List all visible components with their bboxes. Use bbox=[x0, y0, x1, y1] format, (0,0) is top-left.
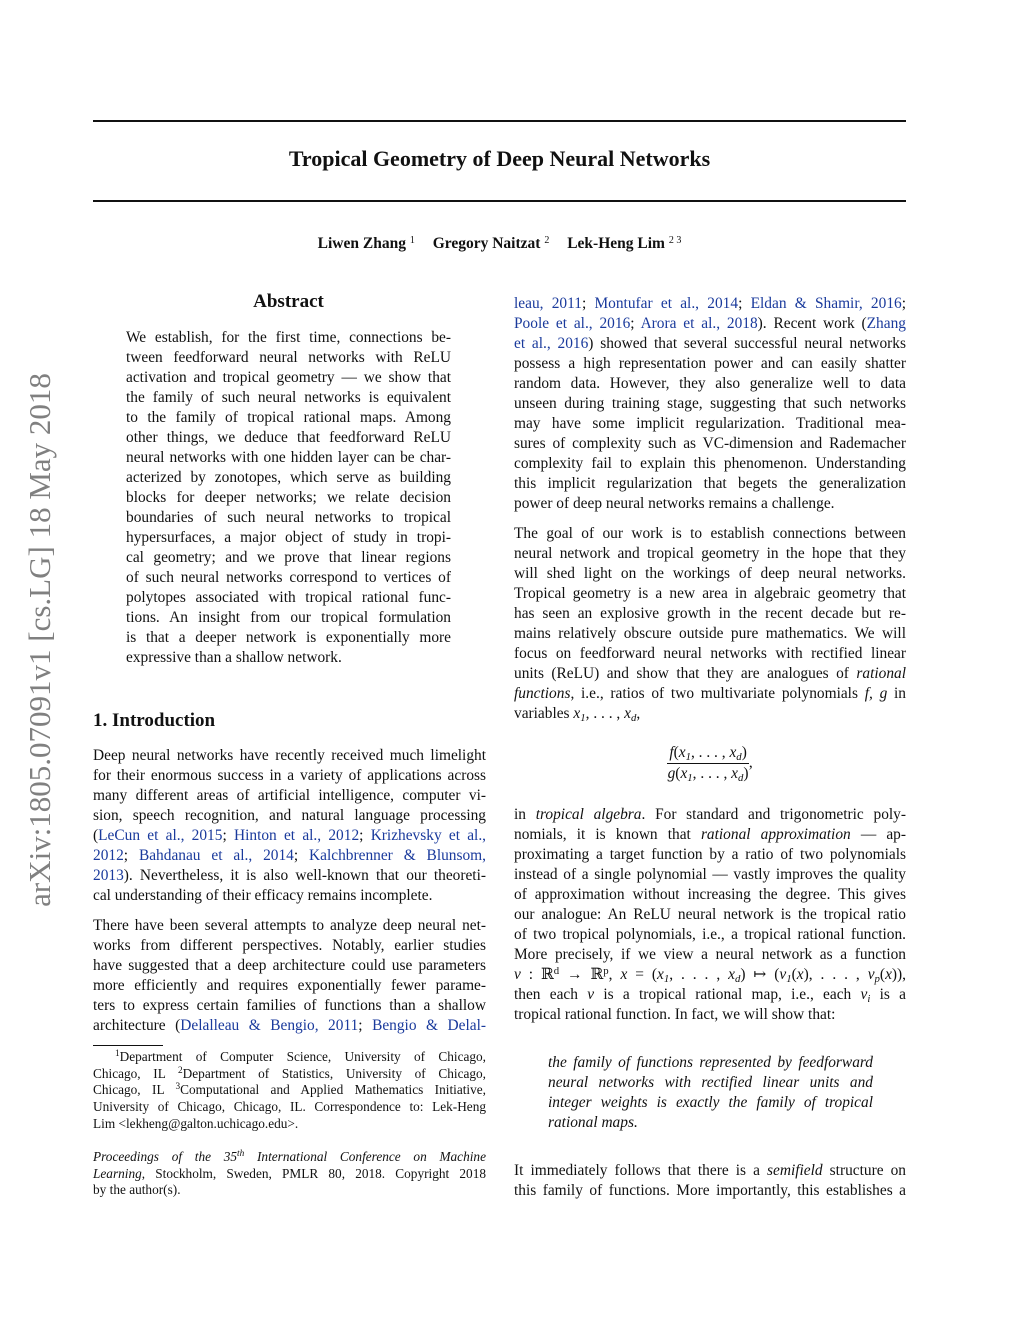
paper-title: Tropical Geometry of Deep Neural Networks bbox=[288, 146, 711, 171]
inline-text: Learning bbox=[93, 1165, 142, 1181]
author-list bbox=[93, 235, 906, 253]
text-line: cal understanding of their efficacy remains incomplete. bbox=[93, 887, 433, 904]
text-line: random data. However, they also generalize well to data bbox=[514, 375, 906, 392]
citation-link[interactable]: Bengio & Delal- bbox=[372, 1017, 486, 1034]
intro-paragraph bbox=[514, 294, 906, 514]
citation-link[interactable]: Montufar et al., 2014 bbox=[594, 295, 739, 312]
text-line: our analogue: An ReLU neural network is the tropical ratio bbox=[514, 906, 906, 923]
text-line: mains relatively obscure outside pure mathematics. We will bbox=[514, 625, 906, 642]
inline-text: Proceedings of the bbox=[93, 1149, 224, 1164]
inline-text: tropical algebra bbox=[535, 806, 642, 823]
text-line: ters to express certain families of functions than a shallow bbox=[93, 997, 486, 1014]
text-line: is that a deeper network is exponentially more bbox=[126, 629, 451, 646]
text-line: $^1$Department of Computer Science, University of Chicago, bbox=[115, 1049, 486, 1064]
inline-text: $\nu_1$ bbox=[779, 966, 792, 985]
citation-link[interactable]: Krizhevsky et al., bbox=[370, 827, 487, 844]
text-line: sures of complexity such as VC-dimension and Rademacher bbox=[514, 435, 906, 452]
text-line: complexity fail to explain this phenomenon. Understanding bbox=[514, 455, 906, 472]
text-line: integer weights is exactly the family of tropical bbox=[548, 1094, 873, 1111]
arxiv-stamp: arXiv:1805.07091v1 [cs.LG] 18 May 2018 bbox=[22, 373, 57, 907]
text-line: focus on feedforward neural networks with rectified linear bbox=[514, 645, 906, 662]
text-line: Tropical geometry is a new area in algebraic geometry that bbox=[514, 585, 906, 602]
text-line: University of Chicago, Chicago, IL. Correspondence to: Lek-Heng bbox=[93, 1099, 486, 1115]
text-line: activation and tropical geometry — we show that bbox=[126, 369, 451, 386]
text-line: The goal of our work is to establish connections between bbox=[514, 525, 906, 542]
text-line: et al., 2016) showed that several successful neural networks bbox=[514, 335, 906, 352]
inline-text: x bbox=[620, 966, 628, 983]
citation-link[interactable]: Bahdanau et al., 2014 bbox=[138, 847, 294, 864]
text-line: Chicago, IL $^2$Department of Statistics, University of Chicago, bbox=[93, 1065, 486, 1081]
highlighted-claim bbox=[548, 1053, 873, 1133]
citation-link[interactable]: LeCun et al., 2015 bbox=[98, 827, 223, 844]
text-line: to the family of tropical rational maps. Among bbox=[126, 409, 451, 426]
inline-text: 35th bbox=[223, 1149, 245, 1164]
text-line: More precisely, if we view a neural network as a function bbox=[514, 946, 906, 963]
text-line: other things, we deduce that feedforward ReLU bbox=[126, 429, 451, 446]
text-line: neural networks with one hidden layer can be char- bbox=[126, 449, 451, 466]
citation-link[interactable]: Kalchbrenner & Blunsom, bbox=[309, 847, 486, 864]
rational-function-equation bbox=[514, 744, 906, 783]
text-line: Learning, Stockholm, Sweden, PMLR 80, 2018. Copyright 2018 bbox=[93, 1165, 486, 1181]
intro-paragraph bbox=[93, 746, 486, 906]
citation-link[interactable]: Delalleau & Bengio, 2011 bbox=[180, 1017, 359, 1034]
inline-text: p bbox=[603, 965, 609, 977]
title-bottom-rule bbox=[93, 200, 906, 202]
fraction bbox=[667, 744, 749, 783]
text-line: by the author(s). bbox=[93, 1182, 181, 1198]
intro-paragraph bbox=[514, 524, 906, 724]
equation-numerator: $f(x_1$, . . . , $x_d$) bbox=[669, 744, 747, 763]
text-line: Deep neural networks have recently received much limelight bbox=[93, 747, 486, 764]
text-line: this implicit regularization that begets the generalization bbox=[514, 475, 906, 492]
inline-text: ν bbox=[587, 986, 595, 1003]
inline-text: $x_1$ bbox=[680, 765, 693, 784]
citation-link[interactable]: leau, 2011 bbox=[514, 295, 582, 312]
text-line: (LeCun et al., 2015; Hinton et al., 2012; Krizhevsky et al., bbox=[93, 827, 487, 844]
abstract-heading: Abstract bbox=[253, 291, 324, 312]
inline-text: x bbox=[885, 966, 892, 983]
inline-text: International Conference on Machine bbox=[244, 1149, 486, 1164]
text-line: functions, i.e., ratios of two multivariate polynomials f, g in bbox=[514, 685, 906, 702]
text-line: leau, 2011; Montufar et al., 2014; Eldan & Shamir, 2016; bbox=[514, 295, 906, 312]
footnote-affiliations bbox=[93, 1049, 486, 1132]
equation-denominator: $g(x_1$, . . . , $x_d$) bbox=[667, 765, 749, 784]
text-line: 2012; Bahdanau et al., 2014; Kalchbrenner & Blunsom, bbox=[93, 847, 486, 864]
text-line: polytopes associated with tropical rational func- bbox=[126, 589, 451, 606]
text-line: expressive than a shallow network. bbox=[126, 649, 342, 666]
inline-text: $x_1$ bbox=[573, 705, 586, 724]
inline-text: 2 bbox=[178, 1065, 183, 1076]
author-name: Liwen Zhang bbox=[317, 235, 406, 252]
text-line: units (ReLU) and show that they are analogues of rational bbox=[514, 665, 906, 682]
text-line: many different areas of artificial intelligence, computer vi- bbox=[93, 787, 486, 804]
inline-text: 1 bbox=[115, 1049, 120, 1059]
text-line: tween feedforward neural networks with ReLU bbox=[126, 349, 451, 366]
citation-link[interactable]: Poole et al., 2016 bbox=[514, 315, 631, 332]
text-line: boundaries of such neural networks to tropical bbox=[126, 509, 451, 526]
equation-punctuation: , bbox=[748, 754, 753, 772]
text-line: ν : ℝ$^d$ → ℝ$^p$, $x = (x_1$, . . . , $x_d$) ↦ ($\nu_1(x)$, . . . , $\nu_p(x)$), bbox=[514, 965, 907, 985]
footnote-rule bbox=[93, 1045, 163, 1046]
text-line: in tropical algebra. For standard and trigonometric poly- bbox=[514, 806, 906, 823]
inline-text: semifield bbox=[767, 1162, 823, 1179]
text-line: of approximation without increasing the degree. This gives bbox=[514, 886, 906, 903]
abstract-body bbox=[126, 328, 451, 668]
text-line: of two tropical polynomials, i.e., a tropical rational function. bbox=[514, 926, 906, 943]
inline-text: $x_d$ bbox=[729, 744, 742, 763]
top-rule bbox=[93, 120, 906, 122]
inline-text: x bbox=[796, 966, 804, 983]
author-affiliation: 2 bbox=[544, 235, 550, 246]
text-line: the family of such neural networks is equivalent bbox=[126, 389, 451, 406]
text-line: has seen an explosive growth in the recent decade but re- bbox=[514, 605, 906, 622]
text-line: cal geometry; and we prove that linear regions bbox=[126, 549, 451, 566]
text-line: acterized by zonotopes, which serve as building bbox=[126, 469, 451, 486]
intro-paragraph bbox=[93, 916, 486, 1036]
citation-link[interactable]: 2013 bbox=[93, 867, 124, 884]
text-line: variables $x_1$, . . . , $x_d$, bbox=[514, 705, 641, 724]
text-line: There have been several attempts to analyze deep neural net- bbox=[93, 917, 486, 934]
text-line: this family of functions. More importantly, this establishes a bbox=[514, 1182, 906, 1199]
text-line: Chicago, IL $^3$Computational and Applied Mathematics Initiative, bbox=[93, 1082, 487, 1098]
inline-text: f, g bbox=[864, 685, 888, 702]
text-line: Poole et al., 2016; Arora et al., 2018). Recent work (Zhang bbox=[514, 315, 906, 332]
inline-text: ν bbox=[514, 966, 521, 983]
citation-link[interactable]: Zhang bbox=[866, 315, 906, 332]
text-line: It immediately follows that there is a semifield structure on bbox=[514, 1162, 906, 1179]
inline-text: $x_1$ bbox=[678, 744, 691, 763]
footnote-proceedings bbox=[93, 1149, 486, 1199]
text-line: neural network and tropical geometry in the hope that they bbox=[514, 545, 906, 562]
text-line bbox=[93, 1149, 486, 1166]
text-line: possess a high representation power and can easily shatter bbox=[514, 355, 906, 372]
inline-text: g bbox=[667, 765, 676, 782]
text-line: works from different perspectives. Notably, earlier studies bbox=[93, 937, 486, 954]
text-line: blocks for deeper networks; we relate decision bbox=[126, 489, 451, 506]
author-name: Gregory Naitzat bbox=[432, 235, 541, 252]
text-line: the family of functions represented by feedforward bbox=[548, 1054, 873, 1071]
author-affiliation: 2 3 bbox=[668, 235, 682, 246]
text-line: may have some implicit regularization. Traditional mea- bbox=[514, 415, 906, 432]
text-line: instead of a single polynomial — vastly improves the quality bbox=[514, 866, 906, 883]
inline-text: rational bbox=[856, 665, 906, 682]
text-line: nomials, it is known that rational approximation — ap- bbox=[514, 826, 906, 843]
author-name: Lek-Heng Lim bbox=[567, 235, 665, 252]
citation-link[interactable]: et al., 2016 bbox=[514, 335, 589, 352]
inline-text: $x_1$ bbox=[656, 966, 670, 985]
inline-text: 3 bbox=[175, 1082, 181, 1093]
text-line: 2013). Nevertheless, it is also well-known that our theoreti- bbox=[93, 867, 486, 884]
inline-text: $x_d$ bbox=[731, 765, 744, 784]
text-line: power of deep neural networks remains a challenge. bbox=[514, 495, 835, 512]
text-line: have suggested that a deep architecture could use parameters bbox=[93, 957, 486, 974]
text-line: neural networks with rectified linear units and bbox=[548, 1074, 873, 1091]
text-line: of such neural networks correspond to vertices of bbox=[126, 569, 451, 586]
citation-link[interactable]: Hinton et al., 2012 bbox=[233, 827, 360, 844]
text-line: sion, speech recognition, and natural language processing bbox=[93, 807, 486, 824]
text-line: for their enormous success in a variety of applications across bbox=[93, 767, 486, 784]
text-line: unseen during training stage, suggesting that such networks bbox=[514, 395, 906, 412]
citation-link[interactable]: Eldan & Shamir, 2016 bbox=[750, 295, 902, 312]
text-line: will shed light on the workings of deep neural networks. bbox=[514, 565, 906, 582]
text-line: Lim <lekheng@galton.uchicago.edu>. bbox=[93, 1115, 299, 1131]
text-line: hypersurfaces, a major object of study in tropi- bbox=[126, 529, 451, 546]
citation-link[interactable]: 2012 bbox=[93, 847, 124, 864]
inline-text: $x_d$ bbox=[728, 966, 741, 985]
inline-text: $\nu_p$ bbox=[867, 966, 880, 985]
inline-text: d bbox=[553, 965, 560, 977]
author-affiliation: 1 bbox=[409, 235, 415, 246]
text-line: tions. An insight from our tropical formulation bbox=[126, 609, 451, 626]
section-heading-introduction: 1. Introduction bbox=[93, 710, 216, 731]
intro-paragraph bbox=[514, 1161, 906, 1201]
text-line: architecture (Delalleau & Bengio, 2011; Bengio & Delal- bbox=[93, 1017, 486, 1034]
inline-text: rational approximation bbox=[700, 826, 851, 843]
text-line: tropical rational function. In fact, we will show that: bbox=[514, 1006, 836, 1023]
text-line: proximating a target function by a ratio of two polynomials bbox=[514, 846, 906, 863]
inline-text: $x_d$ bbox=[624, 705, 637, 724]
inline-text: f bbox=[669, 744, 674, 761]
intro-paragraph bbox=[514, 805, 906, 1025]
inline-text: $\nu_i$ bbox=[860, 986, 871, 1005]
text-line: more efficiently and requires exponentially fewer parame- bbox=[93, 977, 486, 994]
text-line: We establish, for the first time, connections be- bbox=[126, 329, 451, 346]
inline-text: functions bbox=[514, 685, 571, 702]
text-line: then each ν is a tropical rational map, i.e., each $\nu_i$ is a bbox=[514, 986, 907, 1005]
citation-link[interactable]: Arora et al., 2018 bbox=[640, 315, 758, 332]
text-line: rational maps. bbox=[548, 1114, 638, 1131]
